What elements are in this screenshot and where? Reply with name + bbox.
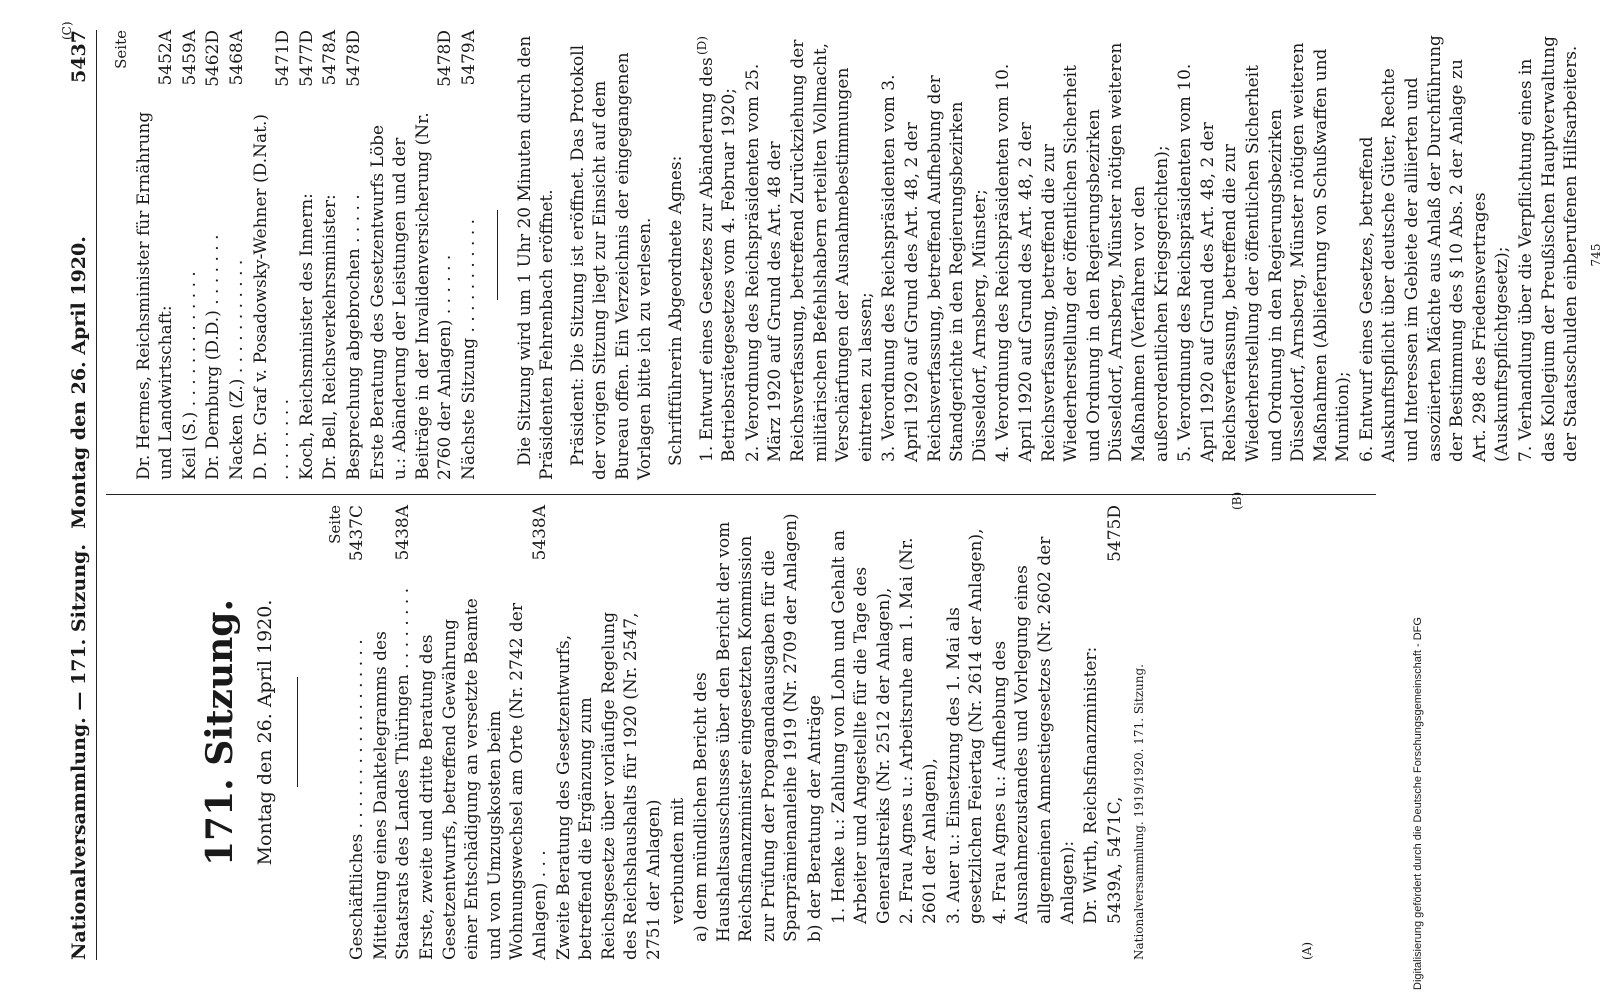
body-list-item: 4. Verordnung des Reichspräsidenten vom 10. April 1920 auf Grund des Art. 48, 2 der Reichsverfassung, betreffend die zur Wiederherstellung der öffentlichen Sicherheit und Ordnung in den Regierungsbezirken Düsseldorf, Arnsberg, Münster nötigen weiteren Maßnahmen (Verfahren vor den außerordentlichen Kriegsgerichten); [993,42,1172,462]
margin-marker-b: (B) [1230,491,1244,510]
seite-label: Seite [112,30,130,69]
toc-entry: 2. Frau Agnes u.: Arbeitsruhe am 1. Mai (Nr. 2601 der Anlagen), [897,537,941,924]
margin-marker-c: (C) [60,21,74,40]
left-column [110,505,1151,960]
toc-entry: 5439A, 5471C, 5475D [1104,505,1125,924]
toc-entry: Mitteilung eines Danktelegramms des Staatsrats des Landes Thüringen . . . . . . . . 5438A [370,505,414,960]
toc-entry: Nächste Sitzung . . . . . . . . . . . 5479A [458,30,479,480]
header-date: Montag den 26. April 1920. [68,236,90,529]
toc-entry: b) der Beratung der Anträge [805,695,826,942]
toc-entry: Geschäftliches . . . . . . . . . . . . . . . . . . 5437C [347,505,368,960]
body-paragraph: Präsident: Die Sitzung ist eröffnet. Das Protokoll der vorigen Sitzung liegt zur Einsicht auf dem Bureau offen. Ein Verzeichnis der eingegangenen Vorlagen bitte ich zu verlesen. [567,44,656,480]
toc-entry: Dr. Wirth, Reichsfinanzminister: [1081,646,1102,924]
toc-entry: Keil (S.) . . . . . . . . . . . . . 5459A [179,30,200,480]
margin-marker-d: (D) [695,36,709,55]
toc-entry: Nacken (Z.) . . . . . . . . . . . 5468A [226,30,247,480]
body-list-item: 5. Verordnung des Reichspräsidenten vom 10. April 1920 auf Grund des Art. 48, 2 der Reichsverfassung, betreffend die zur Wiederherstellung der öffentlichen Sicherheit und Ordnung in den Regierungsbezirken Düsseldorf, Arnsberg, Münster nötigen weiteren Maßnahmen (Ablieferung von Schußwaffen und Munition); [1175,42,1354,462]
body-paragraph: Schriftführerin Abgeordnete Agnes: [666,155,687,466]
section-rule [497,210,498,300]
header-rule [96,30,97,960]
session-date: Montag den 26. April 1920. [254,599,276,866]
toc-entry: 1. Henke u.: Zahlung von Lohn und Gehalt an Arbeiter und Angestellte für die Tage des Generalstreiks (Nr. 2512 der Anlagen), [828,530,894,924]
session-title: 171. Sitzung. [199,599,241,867]
toc-entry: Dr. Dernburg (D.D.) . . . . . . . 5462D [203,30,224,480]
toc-entry: Erste Beratung des Gesetzentwurfs Löbe u.: Abänderung der Leistungen und der Beiträge in der Invalidenversicherung (Nr. 2760 der Anlagen) . . . . . . 5478D [367,30,456,480]
toc-entry: D. Dr. Graf v. Posadowsky-Wehner (D.Nat.) . . . . . . . . 5471D [250,30,294,480]
body-paragraph: Die Sitzung wird um 1 Uhr 20 Minuten durch den Präsidenten Fehrenbach eröffnet. [514,35,558,480]
toc-entry: Dr. Hermes, Reichsminister für Ernährung und Landwirtschaft: 5452A [133,30,177,480]
toc-entry: Zweite Beratung des Gesetzentwurfs, betreffend die Ergänzung zum Reichsgesetze über vorläufige Regelung des Reichshaushalts für 1920 (Nr. 2547, 2751 der Anlagen) [553,611,664,960]
toc-entry: a) dem mündlichen Bericht des Haushaltsausschusses über den Bericht der vom Reichsfinanzminister eingesetzten Kommission zur Prüfung der Propagandaausgaben für die Sparprämienanleihe 1919 (Nr. 2709 der Anlagen) [691,513,802,942]
toc-entry: Besprechung abgebrochen . . . . . 5478D [343,30,364,480]
toc-entry: 4. Frau Agnes u.: Aufhebung des Ausnahmezustandes und Vorlegung eines allgemeinen Amnestiegesetzes (Nr. 2602 der Anlagen): [989,536,1078,924]
body-list-item: 7. Verhandlung über die Verpflichtung eines in das Kollegium der Preußischen Hauptverwaltung der Staatsschulden einberufenen Hilfsarbeiters. [1516,36,1582,462]
toc-entry: Koch, Reichsminister des Innern: 5477D [296,30,317,480]
toc-entry: Erste, zweite und dritte Beratung des Gesetzentwurfs, betreffend Gewährung einer Entschädigung an versetzte Beamte und von Umzugskosten beim Wohnungswechsel am Orte (Nr. 2742 der Anlagen) . . . 5438A [416,505,550,960]
title-rule [297,678,298,788]
body-list-item: 6. Entwurf eines Gesetzes, betreffend Auskunftspflicht über deutsche Güter, Rechte und Interessen im Gebiete der alliierten und assoziierten Mächte aus Anlaß der Durchführung der Bestimmung des § 10 Abs. 2 der Anlage zu Art. 298 des Friedensvertrages (Auskunftspflichtgesetz); [1356,35,1513,462]
body-list-item: 2. Verordnung des Reichspräsidenten vom 25. März 1920 auf Grund des Art. 48 der Reichsverfassung, betreffend Zurückziehung der militärischen Befehlshabern erteilten Vollmacht, Verschärfungen der Ausnahmebestimmungen eintreten zu lassen; [742,39,876,462]
page-number: 5437 [68,30,90,83]
body-list-item: 3. Verordnung des Reichspräsidenten vom 3. April 1920 auf Grund des Art. 48, 2 der Reichsverfassung, betreffend Aufhebung der Standgerichte in den Regierungsbezirken Düsseldorf, Arnsberg, Münster; [879,74,990,462]
body-list-item: 1. Entwurf eines Gesetzes zur Abänderung des Betriebsrätegesetzes vom 4. Februar 1920; [696,57,740,462]
left-footer: Nationalversammlung. 1919/1920. 171. Sitzung. [1132,664,1147,960]
dfg-side-note: Digitalisierung gefördert durch die Deutsche Forschungsgemeinschaft - DFG [1412,617,1424,990]
right-column [110,30,1607,480]
margin-marker-a: (A) [1300,941,1314,960]
toc-entry: verbunden mit [667,797,688,924]
running-header [62,30,96,960]
right-footer-number: 745 [1588,243,1603,267]
seite-label: Seite [325,505,344,544]
header-right [68,30,90,529]
toc-entry: Dr. Bell, Reichsverkehrsminister: 5478A [320,30,341,480]
toc-entry: 3. Auer u.: Einsetzung des 1. Mai als gesetzlichen Feiertag (Nr. 2614 der Anlagen), [943,528,987,924]
column-divider [106,494,1376,495]
header-left: Nationalversammlung. — 171. Sitzung. [68,544,90,960]
